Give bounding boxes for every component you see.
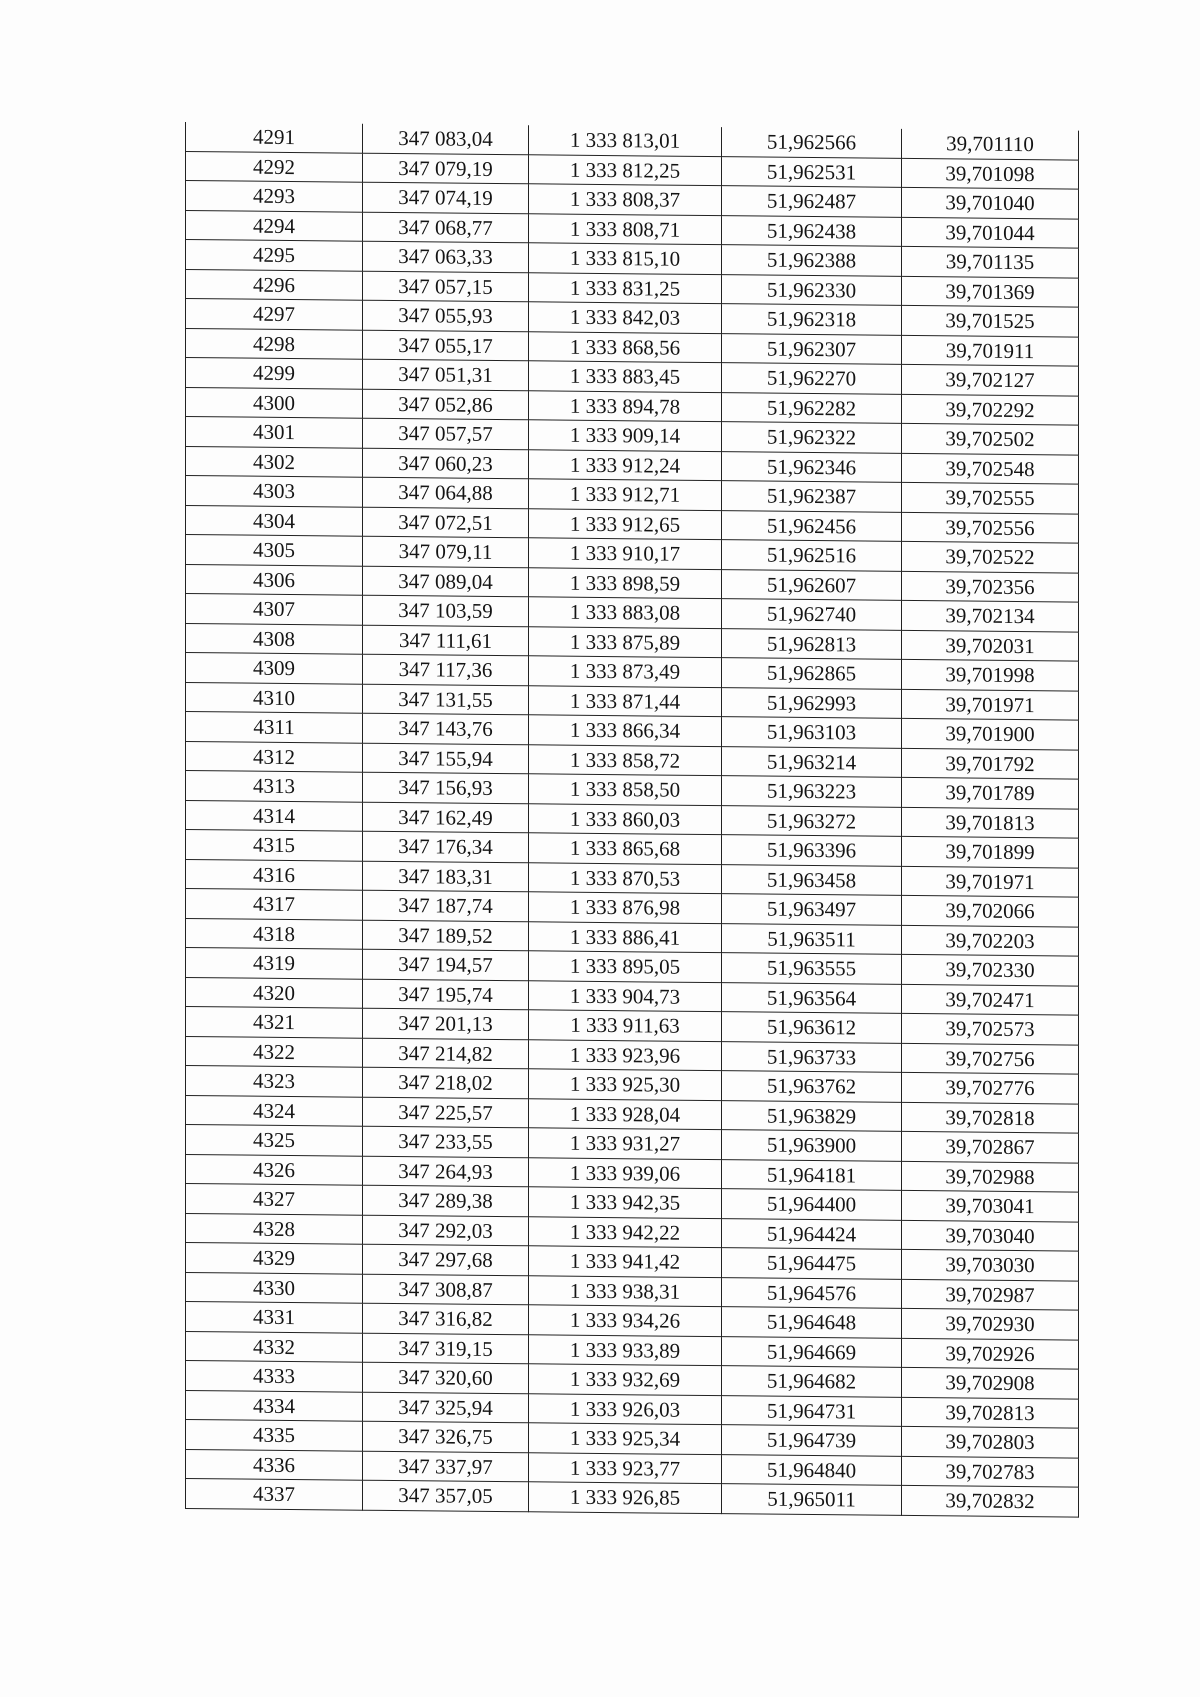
- y-coordinate-cell: 1 333 898,59: [529, 567, 722, 598]
- latitude-cell: 51,963612: [722, 1012, 902, 1043]
- y-coordinate-cell: 1 333 938,31: [529, 1275, 722, 1306]
- y-coordinate-cell: 1 333 904,73: [529, 980, 722, 1011]
- x-coordinate-cell: 347 189,52: [363, 920, 529, 951]
- longitude-cell: 39,701971: [902, 689, 1079, 720]
- point-number-cell: 4316: [186, 859, 363, 890]
- y-coordinate-cell: 1 333 870,53: [529, 862, 722, 893]
- latitude-cell: 51,964840: [722, 1454, 902, 1485]
- x-coordinate-cell: 347 195,74: [363, 979, 529, 1010]
- point-number-cell: 4322: [186, 1036, 363, 1067]
- x-coordinate-cell: 347 325,94: [363, 1392, 529, 1423]
- x-coordinate-cell: 347 357,05: [363, 1480, 529, 1511]
- latitude-cell: 51,963900: [722, 1130, 902, 1161]
- longitude-cell: 39,702803: [902, 1426, 1079, 1457]
- latitude-cell: 51,963103: [722, 717, 902, 748]
- x-coordinate-cell: 347 117,36: [363, 654, 529, 685]
- longitude-cell: 39,703041: [902, 1190, 1079, 1221]
- x-coordinate-cell: 347 143,76: [363, 713, 529, 744]
- x-coordinate-cell: 347 055,17: [363, 330, 529, 361]
- y-coordinate-cell: 1 333 842,03: [529, 302, 722, 333]
- x-coordinate-cell: 347 055,93: [363, 300, 529, 331]
- latitude-cell: 51,962330: [722, 274, 902, 305]
- point-number-cell: 4329: [186, 1243, 363, 1274]
- x-coordinate-cell: 347 083,04: [363, 124, 529, 155]
- y-coordinate-cell: 1 333 933,89: [529, 1334, 722, 1365]
- point-number-cell: 4305: [186, 535, 363, 566]
- x-coordinate-cell: 347 155,94: [363, 743, 529, 774]
- y-coordinate-cell: 1 333 886,41: [529, 921, 722, 952]
- point-number-cell: 4302: [186, 446, 363, 477]
- y-coordinate-cell: 1 333 928,04: [529, 1098, 722, 1129]
- longitude-cell: 39,702066: [902, 895, 1079, 926]
- point-number-cell: 4301: [186, 417, 363, 448]
- longitude-cell: 39,702930: [902, 1308, 1079, 1339]
- y-coordinate-cell: 1 333 858,50: [529, 774, 722, 805]
- longitude-cell: 39,702908: [902, 1367, 1079, 1398]
- y-coordinate-cell: 1 333 932,69: [529, 1364, 722, 1395]
- longitude-cell: 39,702356: [902, 571, 1079, 602]
- point-number-cell: 4337: [186, 1479, 363, 1510]
- latitude-cell: 51,962307: [722, 333, 902, 364]
- x-coordinate-cell: 347 218,02: [363, 1067, 529, 1098]
- y-coordinate-cell: 1 333 925,30: [529, 1069, 722, 1100]
- point-number-cell: 4323: [186, 1066, 363, 1097]
- y-coordinate-cell: 1 333 883,45: [529, 361, 722, 392]
- x-coordinate-cell: 347 060,23: [363, 448, 529, 479]
- point-number-cell: 4298: [186, 328, 363, 359]
- y-coordinate-cell: 1 333 931,27: [529, 1128, 722, 1159]
- y-coordinate-cell: 1 333 926,85: [529, 1482, 722, 1513]
- x-coordinate-cell: 347 079,11: [363, 536, 529, 567]
- point-number-cell: 4295: [186, 240, 363, 271]
- x-coordinate-cell: 347 214,82: [363, 1038, 529, 1069]
- longitude-cell: 39,702127: [902, 364, 1079, 395]
- point-number-cell: 4311: [186, 712, 363, 743]
- longitude-cell: 39,702556: [902, 512, 1079, 543]
- point-number-cell: 4310: [186, 682, 363, 713]
- longitude-cell: 39,702867: [902, 1131, 1079, 1162]
- latitude-cell: 51,963564: [722, 982, 902, 1013]
- y-coordinate-cell: 1 333 926,03: [529, 1393, 722, 1424]
- point-number-cell: 4303: [186, 476, 363, 507]
- x-coordinate-cell: 347 176,34: [363, 831, 529, 862]
- point-number-cell: 4325: [186, 1125, 363, 1156]
- x-coordinate-cell: 347 051,31: [363, 359, 529, 390]
- y-coordinate-cell: 1 333 812,25: [529, 154, 722, 185]
- y-coordinate-cell: 1 333 894,78: [529, 390, 722, 421]
- y-coordinate-cell: 1 333 876,98: [529, 892, 722, 923]
- x-coordinate-cell: 347 074,19: [363, 182, 529, 213]
- y-coordinate-cell: 1 333 858,72: [529, 744, 722, 775]
- x-coordinate-cell: 347 111,61: [363, 625, 529, 656]
- longitude-cell: 39,702987: [902, 1279, 1079, 1310]
- point-number-cell: 4313: [186, 771, 363, 802]
- point-number-cell: 4292: [186, 151, 363, 182]
- point-number-cell: 4307: [186, 594, 363, 625]
- latitude-cell: 51,964576: [722, 1277, 902, 1308]
- x-coordinate-cell: 347 089,04: [363, 566, 529, 597]
- latitude-cell: 51,964669: [722, 1336, 902, 1367]
- y-coordinate-cell: 1 333 866,34: [529, 715, 722, 746]
- latitude-cell: 51,964424: [722, 1218, 902, 1249]
- latitude-cell: 51,962740: [722, 599, 902, 630]
- point-number-cell: 4291: [186, 122, 363, 153]
- y-coordinate-cell: 1 333 934,26: [529, 1305, 722, 1336]
- point-number-cell: 4309: [186, 653, 363, 684]
- point-number-cell: 4321: [186, 1007, 363, 1038]
- point-number-cell: 4300: [186, 387, 363, 418]
- longitude-cell: 39,701998: [902, 659, 1079, 690]
- point-number-cell: 4299: [186, 358, 363, 389]
- longitude-cell: 39,703040: [902, 1220, 1079, 1251]
- latitude-cell: 51,964475: [722, 1248, 902, 1279]
- latitude-cell: 51,962607: [722, 569, 902, 600]
- point-number-cell: 4297: [186, 299, 363, 330]
- x-coordinate-cell: 347 316,82: [363, 1303, 529, 1334]
- x-coordinate-cell: 347 337,97: [363, 1451, 529, 1482]
- y-coordinate-cell: 1 333 865,68: [529, 833, 722, 864]
- latitude-cell: 51,962387: [722, 481, 902, 512]
- longitude-cell: 39,702134: [902, 600, 1079, 631]
- point-number-cell: 4315: [186, 830, 363, 861]
- y-coordinate-cell: 1 333 923,77: [529, 1452, 722, 1483]
- longitude-cell: 39,701098: [902, 158, 1079, 189]
- point-number-cell: 4304: [186, 505, 363, 536]
- point-number-cell: 4328: [186, 1213, 363, 1244]
- x-coordinate-cell: 347 201,13: [363, 1008, 529, 1039]
- latitude-cell: 51,962993: [722, 687, 902, 718]
- latitude-cell: 51,963511: [722, 923, 902, 954]
- x-coordinate-cell: 347 103,59: [363, 595, 529, 626]
- y-coordinate-cell: 1 333 912,24: [529, 449, 722, 480]
- y-coordinate-cell: 1 333 815,10: [529, 243, 722, 274]
- x-coordinate-cell: 347 156,93: [363, 772, 529, 803]
- x-coordinate-cell: 347 292,03: [363, 1215, 529, 1246]
- latitude-cell: 51,963497: [722, 894, 902, 925]
- longitude-cell: 39,702502: [902, 423, 1079, 454]
- point-number-cell: 4320: [186, 977, 363, 1008]
- y-coordinate-cell: 1 333 875,89: [529, 626, 722, 657]
- point-number-cell: 4306: [186, 564, 363, 595]
- longitude-cell: 39,702292: [902, 394, 1079, 425]
- point-number-cell: 4334: [186, 1390, 363, 1421]
- latitude-cell: 51,963762: [722, 1071, 902, 1102]
- longitude-cell: 39,702573: [902, 1013, 1079, 1044]
- y-coordinate-cell: 1 333 883,08: [529, 597, 722, 628]
- x-coordinate-cell: 347 264,93: [363, 1156, 529, 1187]
- longitude-cell: 39,701369: [902, 276, 1079, 307]
- x-coordinate-cell: 347 187,74: [363, 890, 529, 921]
- x-coordinate-cell: 347 319,15: [363, 1333, 529, 1364]
- coordinates-table-body: [186, 122, 1079, 1517]
- latitude-cell: 51,962865: [722, 658, 902, 689]
- x-coordinate-cell: 347 052,86: [363, 389, 529, 420]
- latitude-cell: 51,964739: [722, 1425, 902, 1456]
- x-coordinate-cell: 347 297,68: [363, 1244, 529, 1275]
- latitude-cell: 51,962438: [722, 215, 902, 246]
- point-number-cell: 4319: [186, 948, 363, 979]
- x-coordinate-cell: 347 289,38: [363, 1185, 529, 1216]
- y-coordinate-cell: 1 333 813,01: [529, 125, 722, 156]
- x-coordinate-cell: 347 308,87: [363, 1274, 529, 1305]
- x-coordinate-cell: 347 057,57: [363, 418, 529, 449]
- x-coordinate-cell: 347 064,88: [363, 477, 529, 508]
- point-number-cell: 4293: [186, 181, 363, 212]
- point-number-cell: 4335: [186, 1420, 363, 1451]
- y-coordinate-cell: 1 333 911,63: [529, 1010, 722, 1041]
- longitude-cell: 39,702031: [902, 630, 1079, 661]
- latitude-cell: 51,963396: [722, 835, 902, 866]
- latitude-cell: 51,964181: [722, 1159, 902, 1190]
- latitude-cell: 51,962566: [722, 127, 902, 158]
- point-number-cell: 4324: [186, 1095, 363, 1126]
- y-coordinate-cell: 1 333 912,65: [529, 508, 722, 539]
- longitude-cell: 39,702548: [902, 453, 1079, 484]
- latitude-cell: 51,962322: [722, 422, 902, 453]
- longitude-cell: 39,703030: [902, 1249, 1079, 1280]
- latitude-cell: 51,962346: [722, 451, 902, 482]
- point-number-cell: 4318: [186, 918, 363, 949]
- longitude-cell: 39,701525: [902, 305, 1079, 336]
- point-number-cell: 4308: [186, 623, 363, 654]
- y-coordinate-cell: 1 333 873,49: [529, 656, 722, 687]
- latitude-cell: 51,964731: [722, 1395, 902, 1426]
- y-coordinate-cell: 1 333 912,71: [529, 479, 722, 510]
- longitude-cell: 39,701911: [902, 335, 1079, 366]
- longitude-cell: 39,702926: [902, 1338, 1079, 1369]
- y-coordinate-cell: 1 333 939,06: [529, 1157, 722, 1188]
- y-coordinate-cell: 1 333 910,17: [529, 538, 722, 569]
- y-coordinate-cell: 1 333 925,34: [529, 1423, 722, 1454]
- longitude-cell: 39,701900: [902, 718, 1079, 749]
- x-coordinate-cell: 347 225,57: [363, 1097, 529, 1128]
- x-coordinate-cell: 347 162,49: [363, 802, 529, 833]
- latitude-cell: 51,962456: [722, 510, 902, 541]
- point-number-cell: 4296: [186, 269, 363, 300]
- y-coordinate-cell: 1 333 923,96: [529, 1039, 722, 1070]
- x-coordinate-cell: 347 326,75: [363, 1421, 529, 1452]
- latitude-cell: 51,963223: [722, 776, 902, 807]
- latitude-cell: 51,963458: [722, 864, 902, 895]
- x-coordinate-cell: 347 131,55: [363, 684, 529, 715]
- longitude-cell: 39,702471: [902, 984, 1079, 1015]
- latitude-cell: 51,962388: [722, 245, 902, 276]
- coordinates-table: [185, 122, 1079, 1517]
- longitude-cell: 39,702988: [902, 1161, 1079, 1192]
- longitude-cell: 39,701899: [902, 836, 1079, 867]
- longitude-cell: 39,701792: [902, 748, 1079, 779]
- latitude-cell: 51,962531: [722, 156, 902, 187]
- longitude-cell: 39,701813: [902, 807, 1079, 838]
- x-coordinate-cell: 347 320,60: [363, 1362, 529, 1393]
- latitude-cell: 51,963555: [722, 953, 902, 984]
- longitude-cell: 39,702756: [902, 1043, 1079, 1074]
- point-number-cell: 4317: [186, 889, 363, 920]
- longitude-cell: 39,702330: [902, 954, 1079, 985]
- y-coordinate-cell: 1 333 941,42: [529, 1246, 722, 1277]
- x-coordinate-cell: 347 057,15: [363, 271, 529, 302]
- y-coordinate-cell: 1 333 808,71: [529, 213, 722, 244]
- longitude-cell: 39,702813: [902, 1397, 1079, 1428]
- latitude-cell: 51,964400: [722, 1189, 902, 1220]
- longitude-cell: 39,701110: [902, 129, 1079, 160]
- latitude-cell: 51,964682: [722, 1366, 902, 1397]
- longitude-cell: 39,702783: [902, 1456, 1079, 1487]
- latitude-cell: 51,963272: [722, 805, 902, 836]
- y-coordinate-cell: 1 333 871,44: [529, 685, 722, 716]
- x-coordinate-cell: 347 194,57: [363, 949, 529, 980]
- longitude-cell: 39,702203: [902, 925, 1079, 956]
- latitude-cell: 51,964648: [722, 1307, 902, 1338]
- latitude-cell: 51,963733: [722, 1041, 902, 1072]
- point-number-cell: 4312: [186, 741, 363, 772]
- longitude-cell: 39,702522: [902, 541, 1079, 572]
- point-number-cell: 4294: [186, 210, 363, 241]
- latitude-cell: 51,962282: [722, 392, 902, 423]
- y-coordinate-cell: 1 333 909,14: [529, 420, 722, 451]
- y-coordinate-cell: 1 333 895,05: [529, 951, 722, 982]
- point-number-cell: 4333: [186, 1361, 363, 1392]
- x-coordinate-cell: 347 068,77: [363, 212, 529, 243]
- latitude-cell: 51,965011: [722, 1484, 902, 1515]
- point-number-cell: 4330: [186, 1272, 363, 1303]
- point-number-cell: 4331: [186, 1302, 363, 1333]
- longitude-cell: 39,702776: [902, 1072, 1079, 1103]
- point-number-cell: 4326: [186, 1154, 363, 1185]
- y-coordinate-cell: 1 333 868,56: [529, 331, 722, 362]
- x-coordinate-cell: 347 072,51: [363, 507, 529, 538]
- y-coordinate-cell: 1 333 808,37: [529, 184, 722, 215]
- y-coordinate-cell: 1 333 860,03: [529, 803, 722, 834]
- latitude-cell: 51,962813: [722, 628, 902, 659]
- longitude-cell: 39,702555: [902, 482, 1079, 513]
- latitude-cell: 51,962516: [722, 540, 902, 571]
- latitude-cell: 51,962487: [722, 186, 902, 217]
- longitude-cell: 39,701135: [902, 246, 1079, 277]
- point-number-cell: 4332: [186, 1331, 363, 1362]
- longitude-cell: 39,701971: [902, 866, 1079, 897]
- longitude-cell: 39,701789: [902, 777, 1079, 808]
- x-coordinate-cell: 347 183,31: [363, 861, 529, 892]
- longitude-cell: 39,701044: [902, 217, 1079, 248]
- y-coordinate-cell: 1 333 942,22: [529, 1216, 722, 1247]
- longitude-cell: 39,702818: [902, 1102, 1079, 1133]
- point-number-cell: 4314: [186, 800, 363, 831]
- latitude-cell: 51,962270: [722, 363, 902, 394]
- y-coordinate-cell: 1 333 942,35: [529, 1187, 722, 1218]
- point-number-cell: 4327: [186, 1184, 363, 1215]
- longitude-cell: 39,701040: [902, 187, 1079, 218]
- latitude-cell: 51,963829: [722, 1100, 902, 1131]
- y-coordinate-cell: 1 333 831,25: [529, 272, 722, 303]
- latitude-cell: 51,962318: [722, 304, 902, 335]
- point-number-cell: 4336: [186, 1449, 363, 1480]
- x-coordinate-cell: 347 079,19: [363, 153, 529, 184]
- longitude-cell: 39,702832: [902, 1485, 1079, 1516]
- x-coordinate-cell: 347 233,55: [363, 1126, 529, 1157]
- latitude-cell: 51,963214: [722, 746, 902, 777]
- x-coordinate-cell: 347 063,33: [363, 241, 529, 272]
